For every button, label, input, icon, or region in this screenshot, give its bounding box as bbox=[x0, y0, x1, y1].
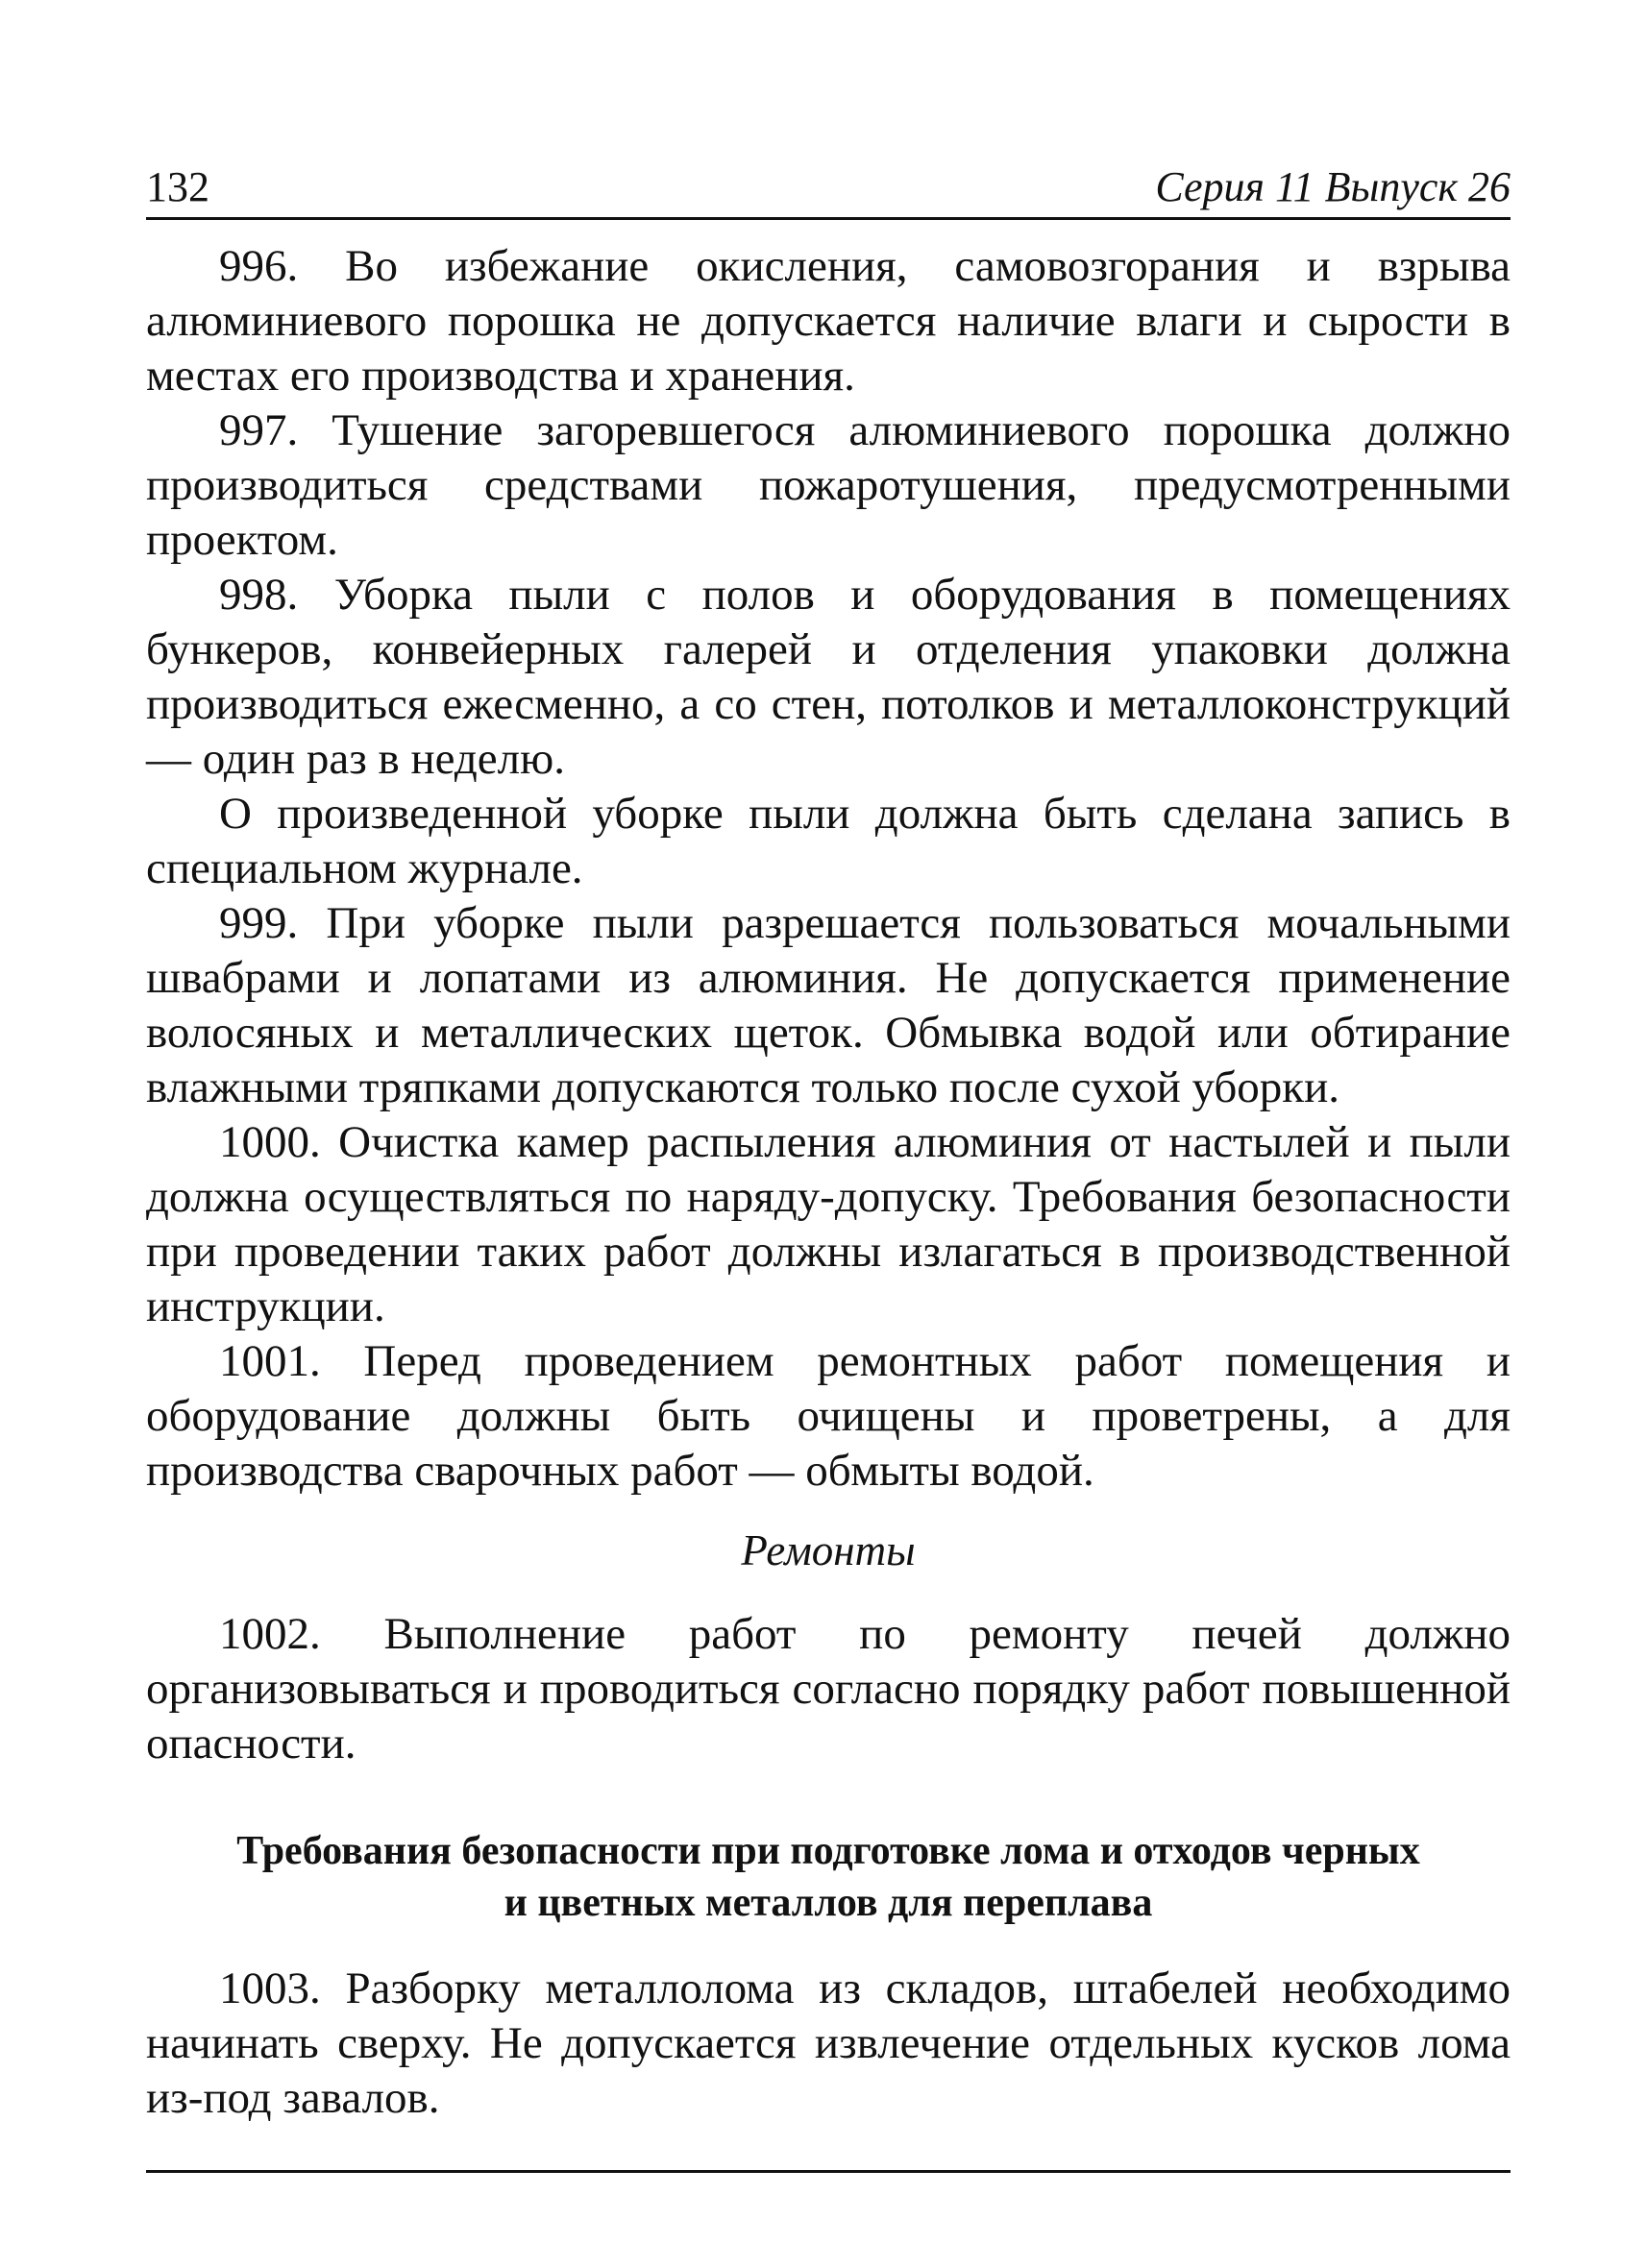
paragraph-997: 997. Тушение загоревшегося алюминиевого порошка должно производиться средствами пожаротушения, предусмотренными проектом. bbox=[146, 405, 1511, 565]
series-title: Серия 11 Выпуск 26 bbox=[1155, 163, 1511, 210]
running-header bbox=[146, 154, 1511, 220]
paragraph-996: 996. Во избежание окисления, самовозгорания и взрыва алюминиевого порошка не допускается наличие влаги и сырости в местах его производства и хранения. bbox=[146, 241, 1511, 401]
paragraph-1003: 1003. Разборку металлолома из складов, штабелей необходимо начинать сверху. Не допускается извлечение отдельных кусков лома из-под завалов. bbox=[146, 1963, 1511, 2123]
paragraph-999: 999. При уборке пыли разрешается пользоваться мочальными швабрами и лопатами из алюминия. Не допускается применение волосяных и металлических щеток. Обмывка водой или обтирание влажными тряпками допускаются только после сухой уборки. bbox=[146, 898, 1511, 1112]
section-heading bbox=[146, 1825, 1511, 1929]
paragraph-998-note: О произведенной уборке пыли должна быть сделана запись в специальном журнале. bbox=[146, 789, 1511, 893]
paragraph-1001: 1001. Перед проведением ремонтных работ помещения и оборудование должны быть очищены и проветрены, а для производства сварочных работ — обмыты водой. bbox=[146, 1336, 1511, 1496]
section-heading-line-1: Требования безопасности при подготовке лома и отходов черных bbox=[236, 1829, 1420, 1873]
subsection-heading: Ремонты bbox=[741, 1526, 916, 1574]
body-text bbox=[146, 239, 1511, 2126]
section-heading-line-2: и цветных металлов для переплава bbox=[504, 1881, 1153, 1925]
paragraph-1002: 1002. Выполнение работ по ремонту печей должно организовываться и проводиться согласно порядку работ повышенной опасности. bbox=[146, 1609, 1511, 1768]
bottom-rule bbox=[146, 2170, 1511, 2173]
document-page bbox=[146, 154, 1511, 2173]
page-number: 132 bbox=[146, 163, 209, 210]
paragraph-1000: 1000. Очистка камер распыления алюминия от настылей и пыли должна осуществляться по наряду-допуску. Требования безопасности при проведении таких работ должны излагаться в производственной инструкции. bbox=[146, 1117, 1511, 1331]
paragraph-998: 998. Уборка пыли с полов и оборудования в помещениях бункеров, конвейерных галерей и отделения упаковки должна производиться ежесменно, а со стен, потолков и металлоконструкций — один раз в неделю. bbox=[146, 570, 1511, 784]
